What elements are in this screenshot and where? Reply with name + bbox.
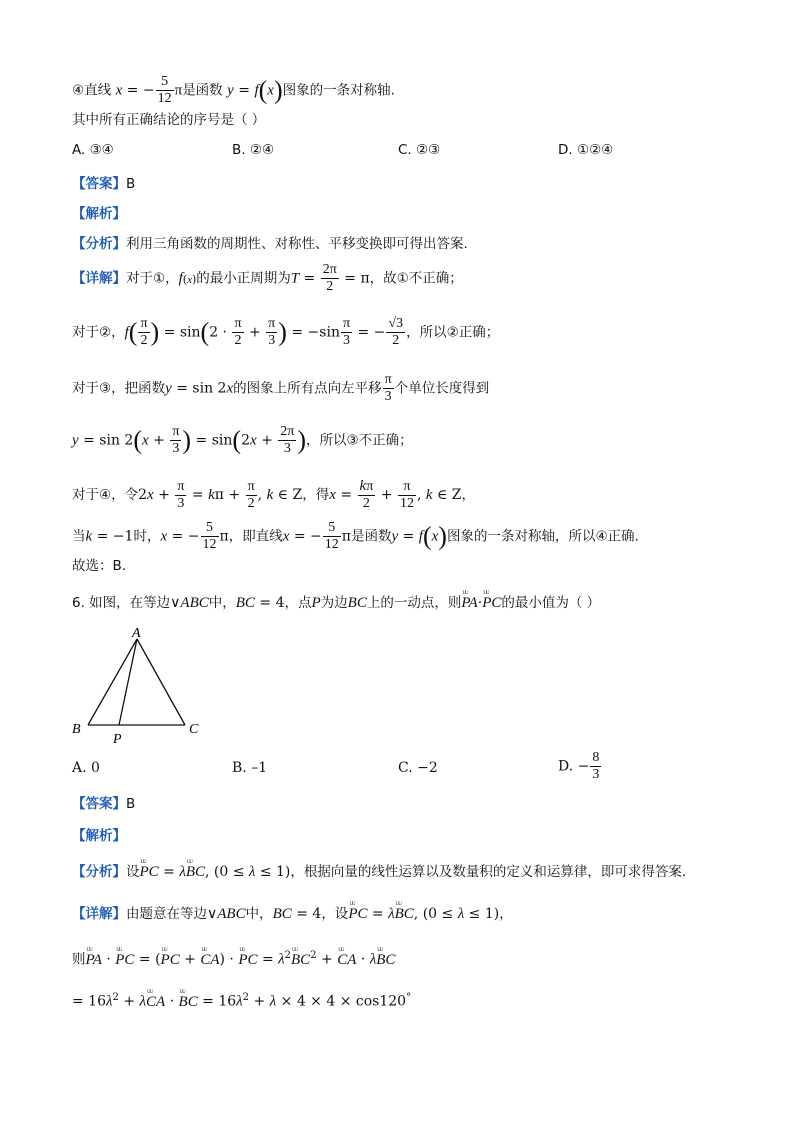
q5-fenxi-text: 利用三角函数的周期性、对称性、平移变换即可得出答案. xyxy=(126,236,468,252)
q5-d5b: 时， xyxy=(133,528,161,545)
q6-detail-1: 【详解】由题意在等边∨ABC中，BC = 4，设ᵁᵁ PC = λᵁᵁ BC, (0 ≤ λ ≤ 1)， xyxy=(72,904,513,924)
q6-d1a: 由题意在等边 xyxy=(126,906,207,922)
triangle-figure xyxy=(66,622,226,750)
q5-item4-text: ④直线 xyxy=(72,82,112,99)
q5-d3d: ，所以③不正确； xyxy=(306,432,413,449)
q5-detail-1: 【详解】对于①，f(x)的最小正周期为T = $\frac{2\pi}{2}$ = π，故①不正确； xyxy=(72,262,463,294)
math-x-eq: x xyxy=(115,82,123,99)
q5-detail-2: 对于②，f( $\frac{\pi}{2}$ ) = sin(2 · $\frac{\pi}{2}$ + $\frac{\pi}{3}$ ) = −sin $\frac{\pi}{3}$ = − $\frac{√3}{2}$ ，所以②正确； xyxy=(72,316,500,348)
q5-detail-3: 对于③，把函数y = sin 2x的图象上所有点向左平移 $\frac{\pi}{3}$ 个单位长度得到 xyxy=(72,372,490,404)
q5-answer-value: B xyxy=(126,176,136,192)
q5-d5a: 当 xyxy=(72,528,86,545)
frac-2pi-2: $\frac{2\pi}{2}$ xyxy=(322,262,337,294)
q5-d1a: 对于①， xyxy=(126,270,179,287)
q5-analysis-label: 【解析】 xyxy=(72,206,126,222)
q6-d1c: ，设 xyxy=(321,906,349,922)
q6-answer xyxy=(72,794,135,814)
q6-stem: 6. 如图，在等边∨ABC中，BC = 4，点P为边BC上的一动点，则ᵁᵁ PA·ᵁᵁ PC的最小值为（ ） xyxy=(72,593,600,613)
q5-detail-6: 当k = −1时，x = − $\frac{5}{12}$ π，即直线x = − $\frac{5}{12}$ π是函数y = f(x)图象的一条对称轴，所以④正确. xyxy=(72,520,639,552)
q5-d1b: 的最小正周期为 xyxy=(196,270,291,287)
q5-fenxi-label: 【分析】 xyxy=(72,236,126,252)
q5-detail-4: y = sin 2(x + $\frac{\pi}{3}$ ) = sin(2x + $\frac{2\pi}{3}$ )，所以③不正确； xyxy=(72,424,413,456)
q5-d2a: 对于②， xyxy=(72,324,125,341)
side-ab xyxy=(88,639,137,725)
q5-item4-tail2: 图象的一条对称轴. xyxy=(282,82,395,99)
q6-fenxi-b: ，根据向量的线性运算以及数量积的定义和运算律，即可求得答案. xyxy=(290,864,687,880)
q5-d4a: 对于④，令 xyxy=(72,487,139,503)
q5-d2b: ，所以②正确； xyxy=(406,324,500,341)
q5-d4c: ， xyxy=(461,487,476,503)
q5-item4-tail: 是函数 xyxy=(182,82,223,99)
q5-conclusion: 故选：B. xyxy=(72,558,127,574)
q5-d3c: 个单位长度得到 xyxy=(394,380,490,397)
side-ac xyxy=(137,639,185,725)
label-p: P xyxy=(113,732,122,747)
q5-d5e: 图象的一条对称轴，所以④正确. xyxy=(446,528,639,545)
q6-answer-label: 【答案】 xyxy=(72,796,126,812)
q6-option-b: B. –1 xyxy=(232,760,268,776)
q5-item4: ④直线 x = − $\frac{5}{12}$ π是函数 y = f(x)图象的一条对称轴. xyxy=(72,74,395,106)
q6-d2a: 则 xyxy=(72,951,86,968)
q5-answer-label: 【答案】 xyxy=(72,176,126,192)
q6-detail-3: = $16\lambda^2$ + λᵁᵁ CA · ᵁᵁ BC = $16\lambda^2 + \lambda \times 4 \times 4 \times \cos 120^\circ$ xyxy=(72,988,411,1012)
q6-detail-2: 则ᵁᵁ PA · ᵁᵁ PC = (ᵁᵁ PC + ᵁᵁ CA) · ᵁᵁ PC = $\lambda^2ᵁᵁ$ $BC^2$ + ᵁᵁ CA · λᵁᵁ BC xyxy=(72,946,395,970)
label-c: C xyxy=(189,722,199,737)
frac-8-3: $\frac{8}{3}$ xyxy=(592,750,600,782)
q6-stem-b: 中， xyxy=(208,595,236,611)
q6-option-d xyxy=(558,750,602,783)
q5-option-a: A. ③④ xyxy=(72,142,114,158)
q6-option-c: C. −2 xyxy=(398,760,438,776)
q6-answer-value: B xyxy=(126,796,136,812)
q5-d3b: 的图象上所有点向左平移 xyxy=(233,380,382,397)
q6-d1b: 中， xyxy=(245,906,273,922)
q5-d3a: 对于③，把函数 xyxy=(72,380,166,397)
q5-prompt: 其中所有正确结论的序号是（ ） xyxy=(72,112,266,128)
q5-d5d: 是函数 xyxy=(350,528,392,545)
q5-detail-label: 【详解】 xyxy=(72,270,126,287)
q5-d5c: ，即直线 xyxy=(228,528,283,545)
q6-fenxi-label: 【分析】 xyxy=(72,864,126,880)
q5-answer xyxy=(72,174,135,194)
q6-option-a: A. 0 xyxy=(72,760,100,776)
q6-stem-d: 为边 xyxy=(320,595,348,611)
q5-option-b: B. ②④ xyxy=(232,142,275,158)
q6-stem-e: 上的一动点，则 xyxy=(366,595,462,611)
label-a: A xyxy=(132,626,141,641)
q6-fenxi: 【分析】设ᵁᵁ PC = λᵁᵁ BC, (0 ≤ λ ≤ 1)，根据向量的线性运算以及数量积的定义和运算律，即可求得答案. xyxy=(72,862,686,882)
q6-d1d: ， xyxy=(499,906,513,922)
q5-d1c: ，故①不正确； xyxy=(369,270,463,287)
q5-fenxi xyxy=(72,234,468,254)
q6-analysis-label: 【解析】 xyxy=(72,828,126,844)
q5-option-d: D. ①②④ xyxy=(558,142,614,158)
q6-stem-f: 的最小值为（ ） xyxy=(501,595,601,611)
q5-option-c: C. ②③ xyxy=(398,142,441,158)
q6-stem-c: ，点 xyxy=(284,595,312,611)
q6-stem-a: 6. 如图，在等边 xyxy=(72,595,171,611)
label-b: B xyxy=(72,722,81,737)
q6-detail-label: 【详解】 xyxy=(72,906,126,922)
math-y-fx: y xyxy=(227,82,234,99)
q6-option-d-prefix: D. − xyxy=(558,758,590,775)
q5-d4b: ，得 xyxy=(302,487,330,503)
frac-5-12: $\frac{5}{12}$ xyxy=(157,74,172,106)
q5-detail-5: 对于④，令2x + $\frac{\pi}{3}$ = kπ + $\frac{\pi}{2}$ , k ∈ Z，得x = $\frac{k\pi}{2}$ + $\frac{\pi}{12}$ , k ∈ Z， xyxy=(72,478,476,511)
q6-fenxi-a: 设 xyxy=(126,864,140,880)
segment-ap xyxy=(119,639,137,725)
